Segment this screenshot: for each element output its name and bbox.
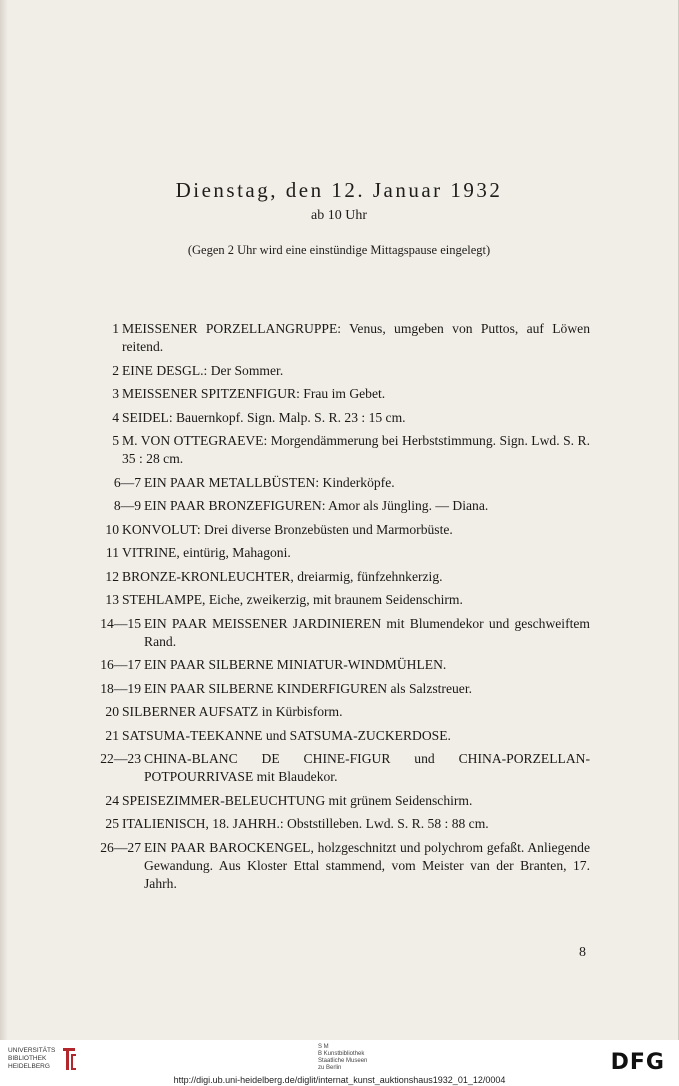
museum-text-line: S M (318, 1044, 329, 1050)
lot-entry (100, 432, 590, 468)
lot-description: VITRINE, eintürig, Mahagoni. (122, 545, 291, 560)
lot-description: EIN PAAR SILBERNE MINIATUR-WINDMÜHLEN. (144, 657, 447, 672)
lot-description: EIN PAAR METALLBÜSTEN: Kinderköpfe. (144, 474, 395, 490)
lot-description: SILBERNER AUFSATZ in Kürbisform. (122, 704, 343, 719)
lot-description: EIN PAAR BRONZEFIGUREN: Amor als Jüngling. — Diana. (144, 498, 489, 513)
lot-description: SEIDEL: Bauernkopf. Sign. Malp. S. R. 23 : 15 cm. (122, 409, 406, 425)
lot-number: 3 (112, 386, 119, 401)
lot-entry (100, 591, 590, 609)
lot-description: ITALIENISCH, 18. JAHRH.: Obststilleben. Lwd. S. R. 58 : 88 cm. (122, 816, 489, 831)
lot-entry (100, 656, 590, 674)
lot-description: MEISSENER SPITZENFIGUR: Frau im Gebet. (122, 386, 386, 401)
lot-description: EIN PAAR MEISSENER JARDINIEREN mit Blumendekor und geschweiftem Rand. (144, 615, 590, 649)
lot-description: EIN PAAR SILBERNE KINDERFIGUREN als Salzstreuer. (144, 680, 472, 696)
lot-number: 16—17 (100, 657, 141, 672)
lot-description: KONVOLUT: Drei diverse Bronzebüsten und Marmorbüste. (122, 521, 453, 537)
lot-number: 25 (105, 816, 119, 831)
lot-entry (100, 385, 590, 403)
lot-entry (100, 474, 590, 492)
lot-number: 2 (112, 362, 119, 378)
lot-number: 13 (105, 592, 119, 607)
lot-number: 14—15 (100, 615, 141, 631)
lot-entry (100, 680, 590, 698)
lot-number: 5 (112, 433, 119, 448)
lot-entry (100, 750, 590, 786)
lot-number: 22—23 (100, 751, 141, 766)
lot-description: STEHLAMPE, Eiche, zweikerzig, mit braunem Seidenschirm. (122, 592, 463, 607)
lot-description: EINE DESGL.: Der Sommer. (122, 362, 284, 378)
permalink-url[interactable]: http://digi.ub.uni-heidelberg.de/diglit/internat_kunst_auktionshaus1932_01_12/0004 (173, 1075, 506, 1085)
lot-description: M. VON OTTEGRAEVE: Morgendämmerung bei Herbststimmung. Sign. Lwd. S. R. 35 : 28 cm. (122, 433, 590, 466)
lot-number: 21 (105, 727, 119, 743)
lot-entry (100, 839, 590, 893)
lot-number: 4 (112, 409, 119, 425)
lot-number: 1 (112, 321, 119, 336)
lot-description: CHINA-BLANC DE CHINE-FIGUR und CHINA-PORZELLAN-POTPOURRIVASE mit Blaudekor. (144, 751, 590, 784)
lot-entry (100, 362, 590, 380)
lot-description: EIN PAAR BAROCKENGEL, holzgeschnitzt und polychrom gefaßt. Anliegende Gewandung. Aus Kloster Ettal stammend, vom Meister van der Branten, 17. Jahrh. (144, 839, 590, 891)
page-number: 8 (579, 945, 586, 960)
lot-entry (100, 703, 590, 721)
dfg-logo[interactable]: DFG (610, 1050, 665, 1075)
lot-number: 24 (105, 792, 119, 808)
lot-entry (100, 615, 590, 651)
heidelberg-library-logo[interactable] (8, 1046, 78, 1072)
museum-text-line: Staatliche Museen (318, 1058, 368, 1064)
museum-logo-text (318, 1044, 367, 1072)
lot-entry (100, 320, 590, 356)
library-name: UNIVERSITÄTS BIBLIOTHEK HEIDELBERG (8, 1047, 56, 1070)
lot-number: 11 (105, 545, 119, 560)
lot-list (100, 320, 590, 898)
museum-text-line: B Kunstbibliothek (318, 1051, 365, 1057)
lot-entry (100, 568, 590, 586)
lot-entry (100, 409, 590, 427)
lot-number: 6—7 (113, 474, 141, 490)
lunch-break-note: (Gegen 2 Uhr wird eine einstündige Mittagspause eingelegt) (187, 243, 491, 257)
lot-entry (100, 544, 590, 562)
lot-entry (100, 815, 590, 833)
sale-time: ab 10 Uhr (311, 208, 367, 223)
lot-number: 10 (105, 521, 119, 537)
library-emblem-icon (60, 1046, 78, 1072)
lot-description: SATSUMA-TEEKANNE und SATSUMA-ZUCKERDOSE. (122, 727, 451, 743)
lot-number: 26—27 (100, 839, 141, 855)
lot-number: 12 (105, 568, 119, 584)
lot-description: SPEISEZIMMER-BELEUCHTUNG mit grünem Seidenschirm. (122, 792, 473, 808)
lot-description: MEISSENER PORZELLANGRUPPE: Venus, umgeben von Puttos, auf Löwen reitend. (122, 321, 590, 354)
lot-number: 20 (105, 704, 119, 719)
lot-entry (100, 727, 590, 745)
sale-date-heading: Dienstag, den 12. Januar 1932 (175, 178, 503, 202)
lot-number: 18—19 (100, 680, 141, 696)
lot-description: BRONZE-KRONLEUCHTER, dreiarmig, fünfzehnkerzig. (122, 568, 443, 584)
lot-number: 8—9 (113, 498, 141, 513)
lot-entry (100, 521, 590, 539)
lot-entry (100, 497, 590, 515)
museum-text-line: zu Berlin (318, 1065, 342, 1071)
lot-entry (100, 792, 590, 810)
